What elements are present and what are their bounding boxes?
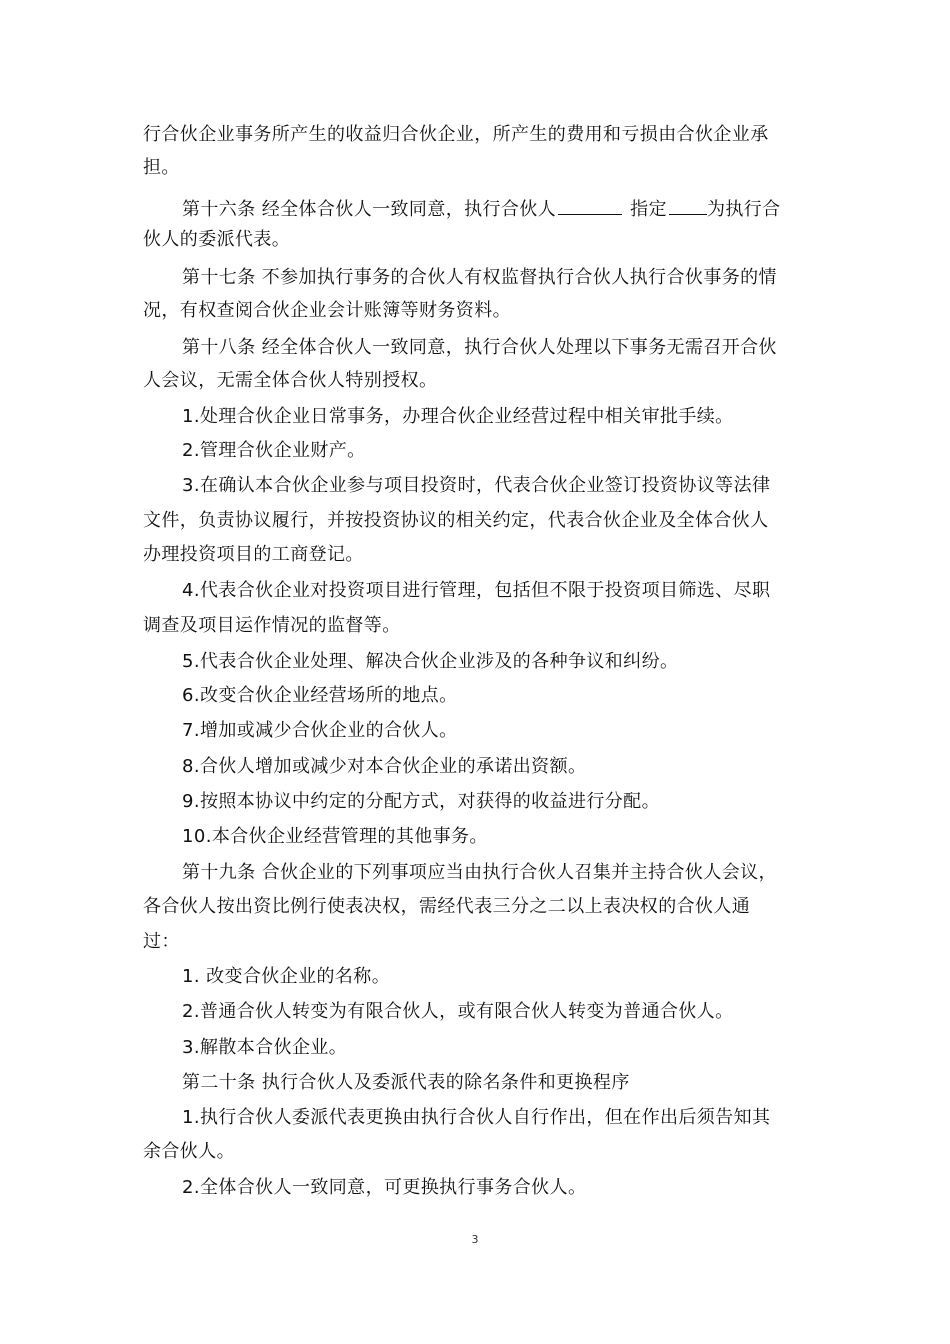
paragraph-line: 人会议，无需全体合伙人特别授权。	[143, 370, 438, 391]
list-item-10: 10.本合伙企业经营管理的其他事务。	[182, 826, 488, 847]
paragraph-line: 各合伙人按出资比例行使表决权，需经代表三分之二以上表决权的合伙人通	[143, 896, 751, 917]
list-item-1: 1.处理合伙企业日常事务，办理合伙企业经营过程中相关审批手续。	[182, 406, 734, 427]
paragraph-line: 行合伙企业事务所产生的收益归合伙企业，所产生的费用和亏损由合伙企业承	[143, 124, 769, 145]
list-item-5: 5.代表合伙企业处理、解决合伙企业涉及的各种争议和纠纷。	[182, 651, 679, 672]
article-18-line: 第十八条 经全体合伙人一致同意，执行合伙人处理以下事务无需召开合伙	[182, 337, 777, 358]
blank-underline	[669, 196, 707, 215]
paragraph-line: 余合伙人。	[143, 1141, 235, 1162]
list-item-2: 2.全体合伙人一致同意，可更换执行事务合伙人。	[182, 1177, 587, 1198]
article-17-line: 第十七条 不参加执行事务的合伙人有权监督执行合伙人执行合伙事务的情	[182, 267, 777, 288]
paragraph-line: 办理投资项目的工商登记。	[143, 544, 364, 565]
list-item-2: 2.普通合伙人转变为有限合伙人，或有限合伙人转变为普通合伙人。	[182, 1001, 734, 1022]
list-item-3: 3.解散本合伙企业。	[182, 1037, 348, 1058]
list-item-3: 3.在确认本合伙企业参与项目投资时，代表合伙企业签订投资协议等法律	[182, 475, 771, 496]
paragraph-line: 况，有权查阅合伙企业会计账簿等财务资料。	[143, 300, 511, 321]
list-item-4: 4.代表合伙企业对投资项目进行管理，包括但不限于投资项目筛选、尽职	[182, 580, 771, 601]
paragraph-line: 过：	[143, 931, 180, 952]
paragraph-line: 调查及项目运作情况的监督等。	[143, 615, 401, 636]
list-item-1: 1.执行合伙人委派代表更换由执行合伙人自行作出，但在作出后须告知其	[182, 1107, 771, 1128]
paragraph-line: 文件，负责协议履行，并按投资协议的相关约定，代表合伙企业及全体合伙人	[143, 510, 769, 531]
article-16-text-a: 第十六条 经全体合伙人一致同意，执行合伙人	[182, 199, 557, 220]
list-item-1: 1. 改变合伙企业的名称。	[182, 966, 391, 987]
article-20-line: 第二十条 执行合伙人及委派代表的除名条件和更换程序	[182, 1072, 630, 1093]
list-item-7: 7.增加或减少合伙企业的合伙人。	[182, 720, 458, 741]
page-number: 3	[471, 1233, 479, 1246]
article-19-line: 第十九条 合伙企业的下列事项应当由执行合伙人召集并主持合伙人会议，	[182, 862, 777, 883]
list-item-2: 2.管理合伙企业财产。	[182, 440, 366, 461]
list-item-8: 8.合伙人增加或减少对本合伙企业的承诺出资额。	[182, 756, 587, 777]
article-16-text-c: 为执行合	[706, 199, 781, 220]
article-16-line	[182, 196, 781, 221]
paragraph-line: 伙人的委派代表。	[143, 229, 291, 250]
blank-underline	[558, 196, 622, 215]
article-16-text-b: 指定	[630, 199, 667, 220]
paragraph-line: 担。	[143, 157, 180, 178]
list-item-9: 9.按照本协议中约定的分配方式，对获得的收益进行分配。	[182, 791, 660, 812]
list-item-6: 6.改变合伙企业经营场所的地点。	[182, 685, 458, 706]
